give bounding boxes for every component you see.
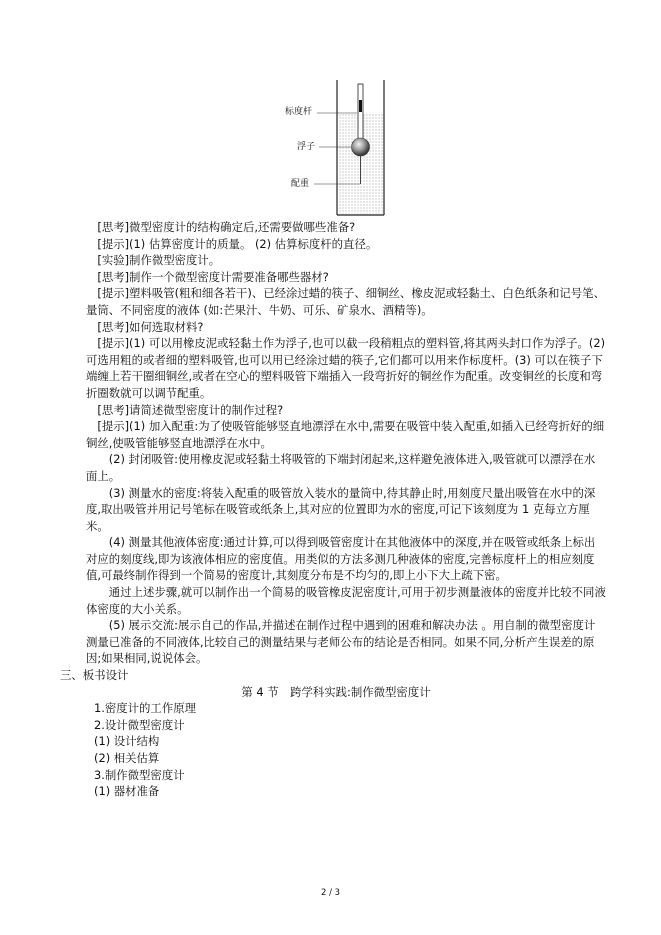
paragraph: 通过上述步骤,就可以制作出一个简易的吸管橡皮泥密度计,可用于初步测量液体的密度并比较不同液体密度的大小关系。 xyxy=(86,585,606,616)
paragraph: (3) 测量水的密度:将装入配重的吸管放入装水的量筒中,待其静止时,用刻度尺量出吸管在水中的深度,取出吸管并用记号笔标在吸管或纸条上,其对应的位置即为水的密度,可记下该刻度为 1 克每立方厘米。 xyxy=(86,485,596,533)
paragraph: [思考]如何选取材料? xyxy=(97,319,204,334)
paragraph: [实验]制作微型密度计。 xyxy=(97,253,221,268)
paragraph: [提示]塑料吸管(粗和细各若干)、已经涂过蜡的筷子、细铜丝、橡皮泥或轻黏土、白色纸条和记号笔、量筒、不同密度的液体 (如:芒果汁、牛奶、可乐、矿泉水、酒精等)。 xyxy=(86,286,605,317)
paragraph: 三、板书设计 xyxy=(60,668,129,683)
hydrometer-figure xyxy=(285,78,405,218)
paragraph: [提示](1) 加入配重:为了使吸管能够竖直地漂浮在水中,需要在吸管中装入配重,如插入已经弯折好的细铜丝,使吸管能够竖直地漂浮在水中。 xyxy=(86,419,605,450)
paragraph: 第 4 节 跨学科实践:制作微型密度计 xyxy=(241,684,431,699)
float-ball xyxy=(352,138,370,156)
scale-rod-mark xyxy=(359,100,362,112)
paragraph: (1) 设计结构 xyxy=(94,734,160,749)
paragraph: (1) 器材准备 xyxy=(94,784,160,799)
paragraph: 2.设计微型密度计 xyxy=(94,717,185,732)
paragraph: [提示](1) 可以用橡皮泥或轻黏土作为浮子,也可以截一段稍粗点的塑料管,将其两头封口作为浮子。(2) 可选用粗的或者细的塑料吸管,也可以用已经涂过蜡的筷子,它们都可以用来作标度杆。(3) 可以在筷子下端缠上若干圈细铜丝,或者在空心的塑料吸管下端插入一段弯折好的铜丝作为配重。改变铜丝的长度和弯折圈数就可以调节配重。 xyxy=(86,336,606,400)
document-body xyxy=(60,219,606,800)
figure-label-scale-rod: 标度杆 xyxy=(285,107,313,117)
paragraph: (2) 相关估算 xyxy=(94,751,160,765)
hydrometer-diagram xyxy=(285,78,405,218)
paragraph: 1.密度计的工作原理 xyxy=(94,701,196,716)
paragraph: (2) 封闭吸管:使用橡皮泥或轻黏土将吸管的下端封闭起来,这样避免液体进入,吸管就可以漂浮在水面上。 xyxy=(86,452,596,483)
paragraph: 3.制作微型密度计 xyxy=(94,767,185,782)
page-number: 2 / 3 xyxy=(320,888,341,898)
figure-label-counterweight: 配重 xyxy=(291,179,310,189)
paragraph: [思考]制作一个微型密度计需要准备哪些器材? xyxy=(97,269,329,284)
scale-rod xyxy=(358,84,363,144)
paragraph: [思考]请简述微型密度计的制作过程? xyxy=(97,402,284,417)
paragraph: (4) 测量其他液体密度:通过计算,可以得到吸管密度计在其他液体中的深度,并在吸管或纸条上标出对应的刻度线,即为该液体相应的密度值。用类似的方法多测几种液体的密度,完善标度杆上的相应刻度值,可最终制作得到一个简易的密度计,其刻度分布是不均匀的,即上小下大上疏下密。 xyxy=(86,535,596,583)
paragraph: [提示](1) 估算密度计的质量。 (2) 估算标度杆的直径。 xyxy=(97,236,378,251)
figure-label-float: 浮子 xyxy=(297,142,316,152)
paragraph: [思考]微型密度计的结构确定后,还需要做哪些准备? xyxy=(97,220,356,234)
paragraph: (5) 展示交流:展示自己的作品,并描述在制作过程中遇到的困难和解决办法 。用自制的微型密度计测量已准备的不同液体,比较自己的测量结果与老师公布的结论是否相同。如果不同,分析产生误差的原因;如果相同,说说体会。 xyxy=(86,618,596,666)
